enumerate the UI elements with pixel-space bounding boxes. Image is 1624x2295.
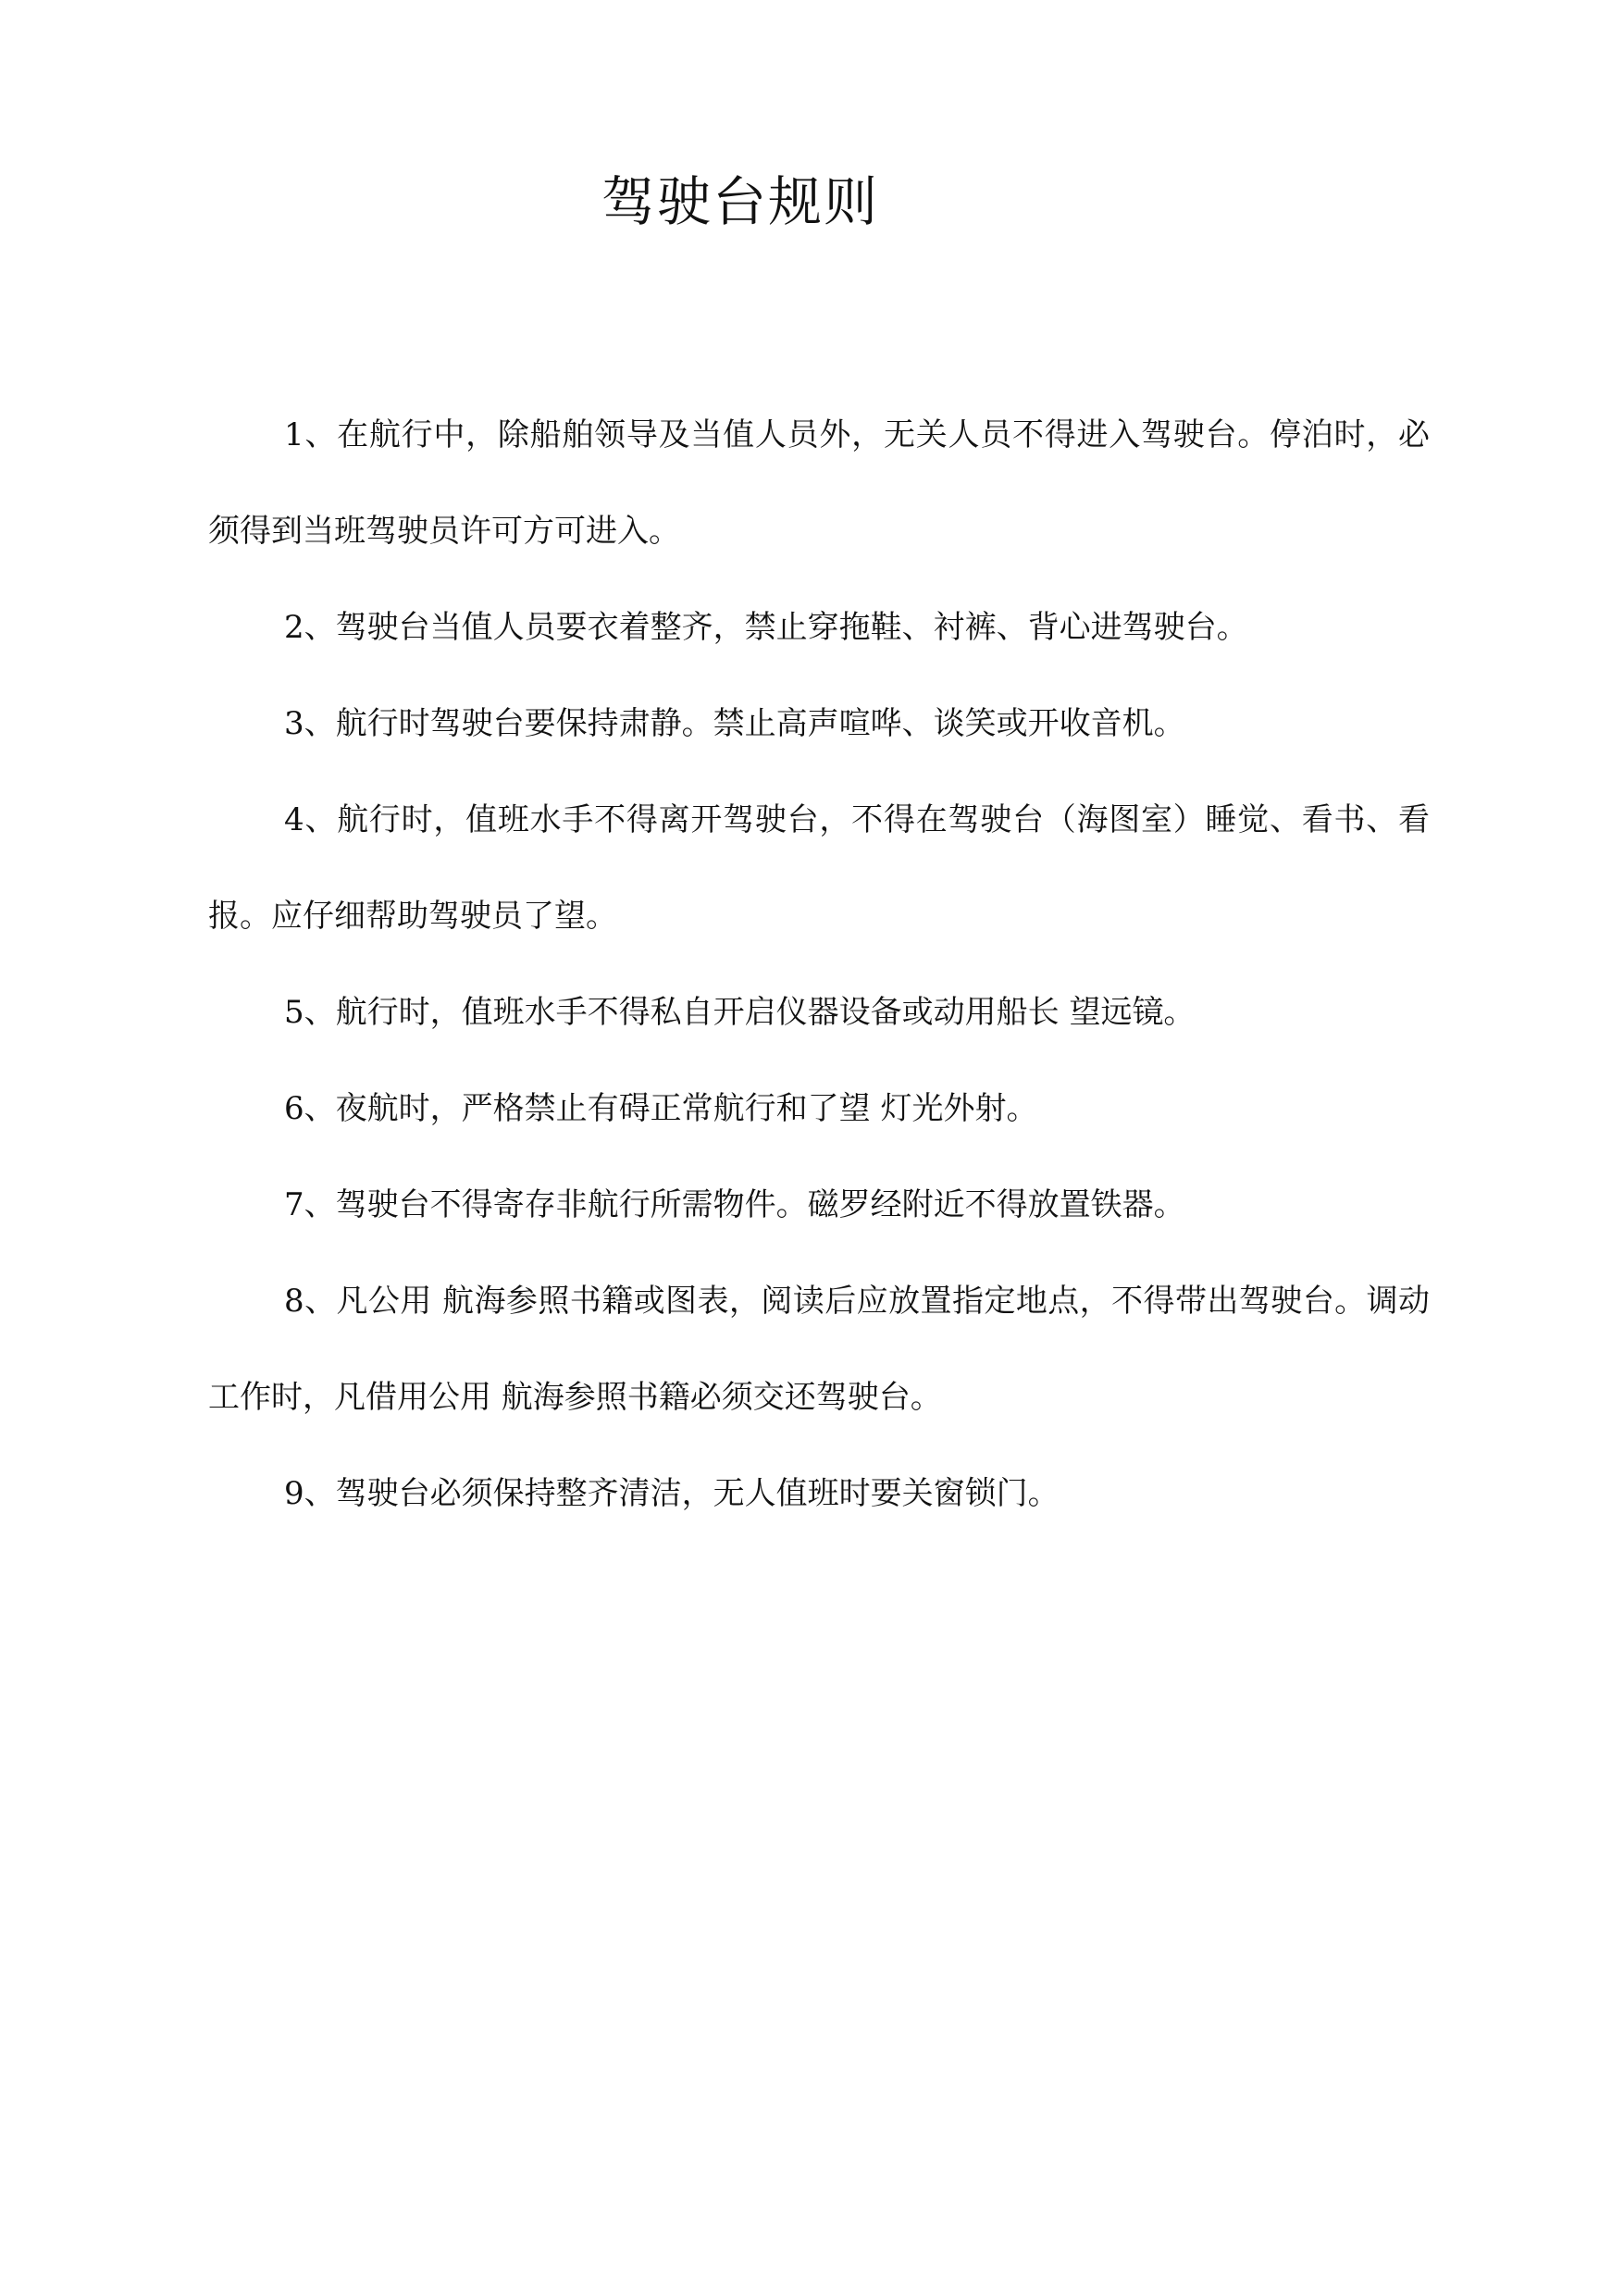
page-title: 驾驶台规则 (601, 170, 879, 233)
rule-item-5: 5、航行时，值班水手不得私自开启仪器设备或动用船长 望远镜。 (284, 994, 1196, 1031)
rule-item-8: 8、凡公用 航海参照书籍或图表，阅读后应放置指定地点，不得带出驾驶台。调动工作时，凡借用公用 航海参照书籍必须交还驾驶台。 (208, 1283, 1430, 1416)
rule-item-3: 3、航行时驾驶台要保持肃静。禁止高声喧哗、谈笑或开收音机。 (284, 705, 1185, 742)
rules-list (208, 387, 1430, 1542)
rule-item-4: 4、航行时，值班水手不得离开驾驶台，不得在驾驶台（海图室）睡觉、看书、看报。应仔细帮助驾驶员了望。 (208, 801, 1430, 935)
rule-item-6: 6、夜航时，严格禁止有碍正常航行和了望 灯光外射。 (284, 1090, 1038, 1127)
rule-item-2: 2、驾驶台当值人员要衣着整齐，禁止穿拖鞋、衬裤、背心进驾驶台。 (284, 609, 1248, 646)
rule-item-9: 9、驾驶台必须保持整齐清洁，无人值班时要关窗锁门。 (284, 1475, 1060, 1512)
rule-item-7: 7、驾驶台不得寄存非航行所需物件。磁罗经附近不得放置铁器。 (284, 1186, 1185, 1223)
rule-item-1: 1、在航行中，除船舶领导及当值人员外，无关人员不得进入驾驶台。停泊时，必须得到当班驾驶员许可方可进入。 (208, 416, 1430, 550)
